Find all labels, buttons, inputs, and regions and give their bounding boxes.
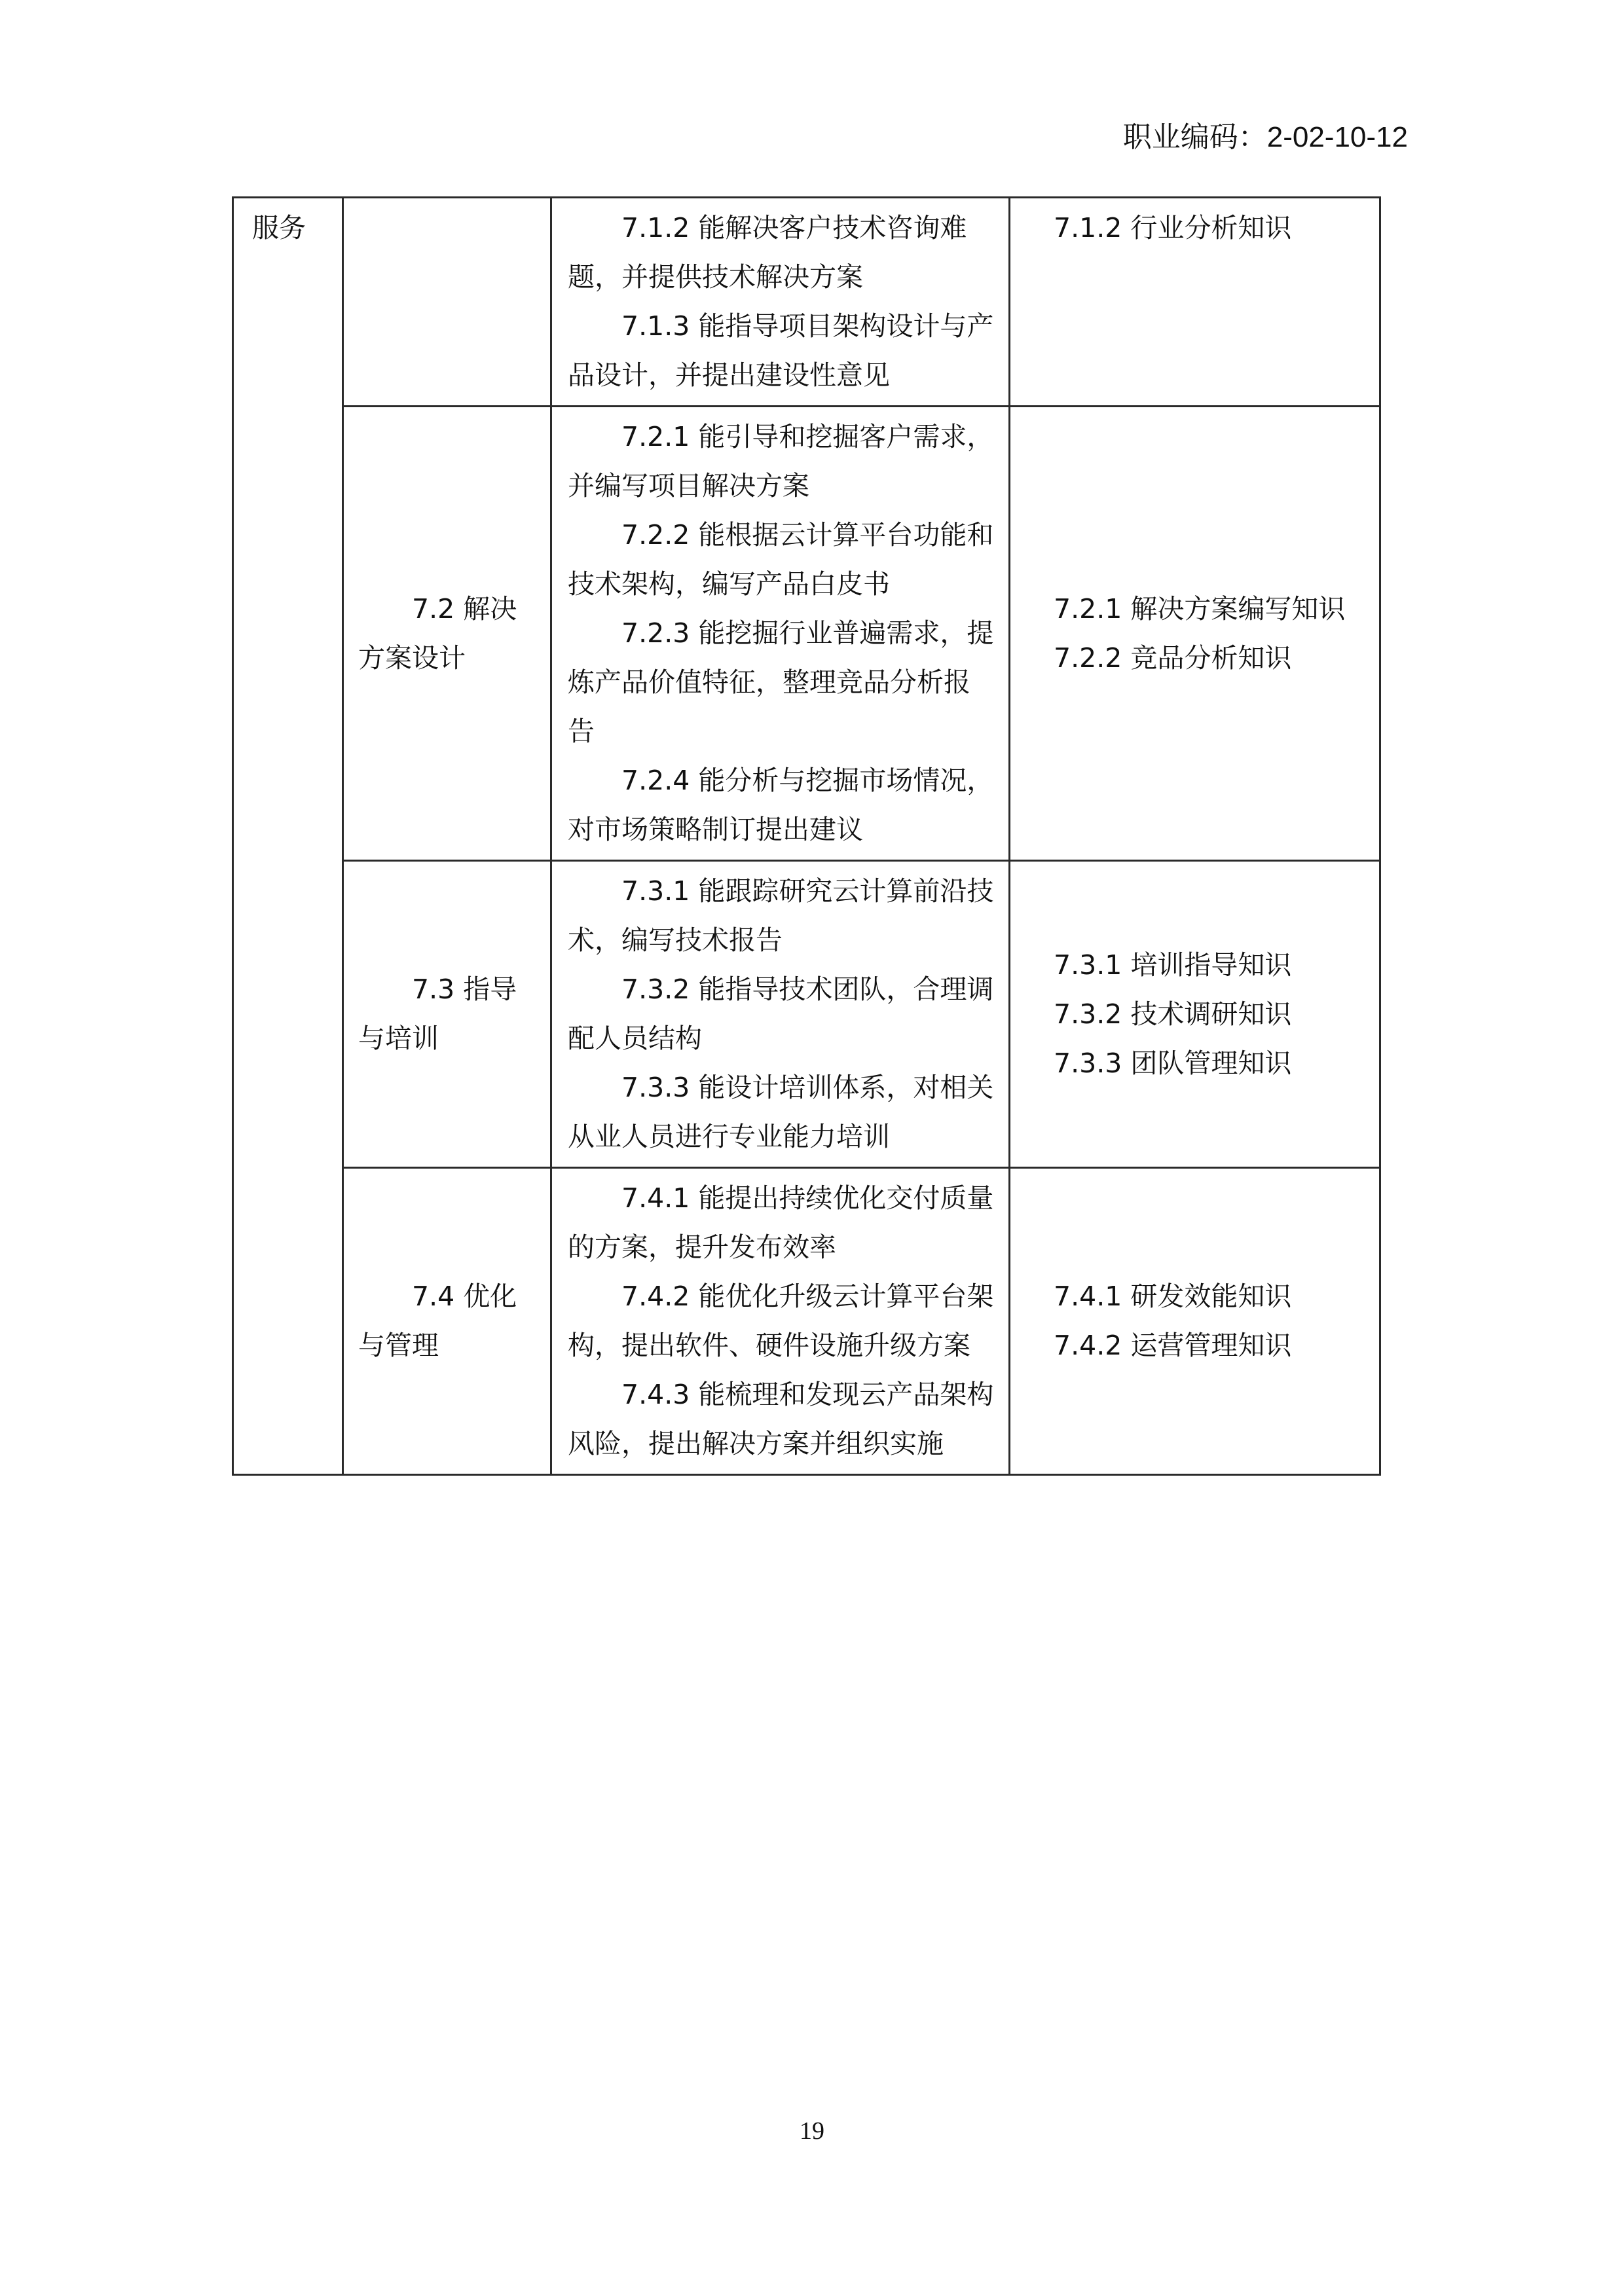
skill-cell <box>551 407 1010 861</box>
knowledge-cell <box>1010 407 1380 861</box>
skill-item: 7.2.2 能根据云计算平台功能和技术架构，编写产品白皮书 <box>568 519 994 600</box>
knowledge-item: 7.2.2 竞品分析知识 <box>1054 642 1292 674</box>
knowledge-cell <box>1010 861 1380 1168</box>
unit-cell <box>343 861 551 1168</box>
knowledge-item: 7.2.1 解决方案编写知识 <box>1054 592 1346 625</box>
skill-item: 7.3.3 能设计培训体系，对相关从业人员进行专业能力培训 <box>568 1072 994 1152</box>
category-label: 服务 <box>252 212 306 244</box>
table-row <box>233 861 1380 1168</box>
skills-table <box>232 196 1381 1476</box>
skill-item: 7.1.2 能解决客户技术咨询难题，并提供技术解决方案 <box>568 212 967 293</box>
skill-item: 7.4.1 能提出持续优化交付质量的方案，提升发布效率 <box>568 1182 994 1263</box>
unit-cell <box>343 407 551 861</box>
unit-cell <box>343 198 551 407</box>
table-row <box>233 1168 1380 1475</box>
table-row <box>233 198 1380 407</box>
skill-item: 7.4.2 能优化升级云计算平台架构，提出软件、硬件设施升级方案 <box>568 1281 994 1361</box>
knowledge-item: 7.3.1 培训指导知识 <box>1054 949 1292 981</box>
occupation-code: 职业编码：2-02-10-12 <box>1122 121 1408 153</box>
skill-item: 7.3.1 能跟踪研究云计算前沿技术，编写技术报告 <box>568 875 994 956</box>
skill-cell <box>551 861 1010 1168</box>
knowledge-item: 7.1.2 行业分析知识 <box>1054 212 1292 244</box>
table-row <box>233 407 1380 861</box>
skill-item: 7.4.3 能梳理和发现云产品架构风险，提出解决方案并组织实施 <box>568 1379 994 1459</box>
knowledge-item: 7.4.1 研发效能知识 <box>1054 1281 1292 1312</box>
unit-label: 7.3 指导与培训 <box>358 974 517 1054</box>
knowledge-cell <box>1010 1168 1380 1475</box>
unit-cell <box>343 1168 551 1475</box>
category-cell <box>233 198 343 1475</box>
knowledge-cell <box>1010 198 1380 407</box>
skill-cell <box>551 1168 1010 1475</box>
knowledge-item: 7.3.2 技术调研知识 <box>1054 998 1292 1030</box>
knowledge-item: 7.3.3 团队管理知识 <box>1054 1047 1292 1079</box>
skill-item: 7.3.2 能指导技术团队，合理调配人员结构 <box>568 974 994 1054</box>
unit-label: 7.4 优化与管理 <box>358 1281 517 1361</box>
skill-cell <box>551 198 1010 407</box>
skill-item: 7.1.3 能指导项目架构设计与产品设计，并提出建设性意见 <box>568 310 994 391</box>
skill-item: 7.2.4 能分析与挖掘市场情况，对市场策略制订提出建议 <box>568 765 994 845</box>
knowledge-item: 7.4.2 运营管理知识 <box>1054 1330 1292 1361</box>
skill-item: 7.2.3 能挖掘行业普遍需求，提炼产品价值特征，整理竞品分析报告 <box>568 617 994 747</box>
skill-item: 7.2.1 能引导和挖掘客户需求，并编写项目解决方案 <box>568 421 994 501</box>
unit-label: 7.2 解决方案设计 <box>358 592 517 674</box>
page-number: 19 <box>800 2117 824 2145</box>
